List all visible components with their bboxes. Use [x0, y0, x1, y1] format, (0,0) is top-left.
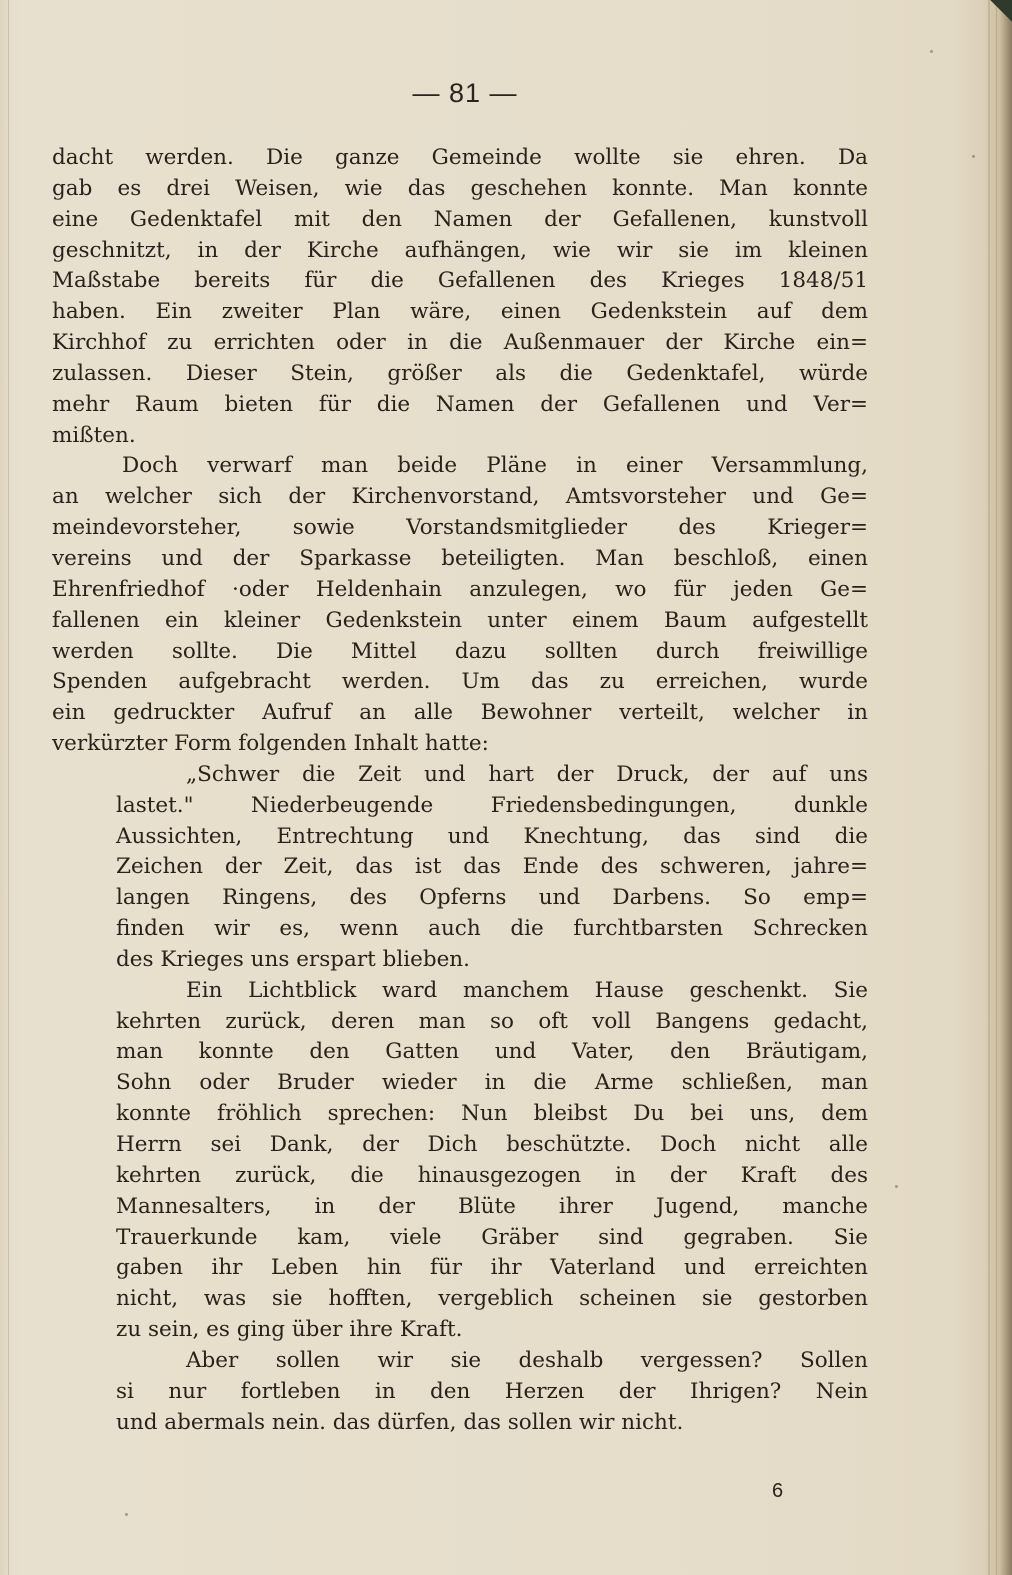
- paragraph: [52, 451, 868, 759]
- text-line: Aussichten, Entrechtung und Knechtung, das sind die: [116, 823, 868, 849]
- text-line: mißten.: [52, 422, 136, 448]
- paper-speck: [895, 1185, 898, 1188]
- text-line: verkürzter Form folgenden Inhalt hatte:: [52, 731, 489, 757]
- text-line: konnte fröhlich sprechen: Nun bleibst Du bei uns, dem: [116, 1101, 868, 1127]
- text-line: finden wir es, wenn auch die furchtbarsten Schrecken: [116, 916, 868, 942]
- text-line: meindevorsteher, sowie Vorstandsmitglieder des Krieger=: [52, 515, 868, 541]
- text-line: kehrten zurück, die hinausgezogen in der Kraft des: [116, 1162, 868, 1188]
- text-line: dacht werden. Die ganze Gemeinde wollte sie ehren. Da: [52, 145, 868, 170]
- text-line: Aber sollen wir sie deshalb vergessen? Sollen: [186, 1347, 868, 1373]
- text-line: Trauerkunde kam, viele Gräber sind gegraben. Sie: [116, 1224, 868, 1250]
- text-line: Spenden aufgebracht werden. Um das zu erreichen, wurde: [52, 669, 868, 695]
- text-line: gaben ihr Leben hin für ihr Vaterland und erreichten: [116, 1255, 868, 1281]
- text-line: Ehrenfriedhof ·oder Heldenhain anzulegen, wo für jeden Ge=: [52, 576, 868, 602]
- paragraph: [52, 760, 868, 976]
- paper-speck: [930, 50, 933, 53]
- text-line: zu sein, es ging über ihre Kraft.: [116, 1317, 463, 1343]
- text-line: Zeichen der Zeit, das ist das Ende des schweren, jahre=: [116, 854, 868, 880]
- text-line: nicht, was sie hofften, vergeblich scheinen sie gestorben: [116, 1286, 868, 1312]
- page-left-edge: [8, 0, 9, 1575]
- quoted-appeal: [52, 760, 868, 1439]
- text-line: fallenen ein kleiner Gedenkstein unter einem Baum aufgestellt: [52, 607, 868, 633]
- text-line: langen Ringens, des Opferns und Darbens. So emp=: [116, 885, 868, 911]
- paper-speck: [125, 1513, 128, 1516]
- text-line: si nur fortleben in den Herzen der Ihrigen? Nein: [116, 1378, 868, 1404]
- text-line: kehrten zurück, deren man so oft voll Bangens gedacht,: [116, 1008, 868, 1034]
- text-line: Kirchhof zu errichten oder in die Außenmauer der Kirche ein=: [52, 330, 868, 356]
- text-line: ein gedruckter Aufruf an alle Bewohner verteilt, welcher in: [52, 700, 868, 726]
- page-number: — 81 —: [412, 78, 518, 108]
- text-line: „Schwer die Zeit und hart der Druck, der auf uns: [186, 761, 868, 787]
- paragraph: [52, 1346, 868, 1439]
- page-spine-edge: [996, 0, 997, 1575]
- paragraph: [52, 143, 868, 451]
- text-line: an welcher sich der Kirchenvorstand, Amtsvorsteher und Ge=: [52, 484, 868, 510]
- paragraphs: [52, 143, 868, 760]
- text-line: Sohn oder Bruder wieder in die Arme schließen, man: [116, 1070, 868, 1096]
- text-line: werden sollte. Die Mittel dazu sollten durch freiwillige: [52, 638, 868, 664]
- text-line: Doch verwarf man beide Pläne in einer Versammlung,: [122, 453, 868, 479]
- page-spine-shadow: [988, 0, 990, 1575]
- text-line: zulassen. Dieser Stein, größer als die Gedenktafel, würde: [52, 360, 868, 386]
- text-line: Mannesalters, in der Blüte ihrer Jugend, manche: [116, 1193, 868, 1219]
- text-line: lastet." Niederbeugende Friedensbedingungen, dunkle: [116, 792, 868, 818]
- text-line: geschnitzt, in der Kirche aufhängen, wie wir sie im kleinen: [52, 237, 868, 263]
- body-text: [52, 143, 868, 1438]
- text-line: Herrn sei Dank, der Dich beschützte. Doch nicht alle: [116, 1132, 868, 1157]
- text-line: man konnte den Gatten und Vater, den Bräutigam,: [116, 1039, 868, 1065]
- text-line: gab es drei Weisen, wie das geschehen konnte. Man konnte: [52, 175, 868, 201]
- text-line: Ein Lichtblick ward manchem Hause geschenkt. Sie: [186, 977, 868, 1003]
- text-line: eine Gedenktafel mit den Namen der Gefallenen, kunstvoll: [52, 206, 868, 232]
- paragraph: [52, 976, 868, 1346]
- signature-mark: 6: [772, 1480, 784, 1502]
- background-corner: [988, 0, 1012, 24]
- text-line: vereins und der Sparkasse beteiligten. Man beschloß, einen: [52, 545, 868, 571]
- text-line: des Krieges uns erspart blieben.: [116, 946, 470, 972]
- paper-speck: [972, 155, 975, 158]
- text-line: haben. Ein zweiter Plan wäre, einen Gedenkstein auf dem: [52, 299, 868, 325]
- text-line: und abermals nein. das dürfen, das sollen wir nicht.: [116, 1409, 684, 1435]
- text-line: mehr Raum bieten für die Namen der Gefallenen und Ver=: [52, 391, 868, 417]
- text-line: Maßstabe bereits für die Gefallenen des Krieges 1848/51: [52, 268, 868, 294]
